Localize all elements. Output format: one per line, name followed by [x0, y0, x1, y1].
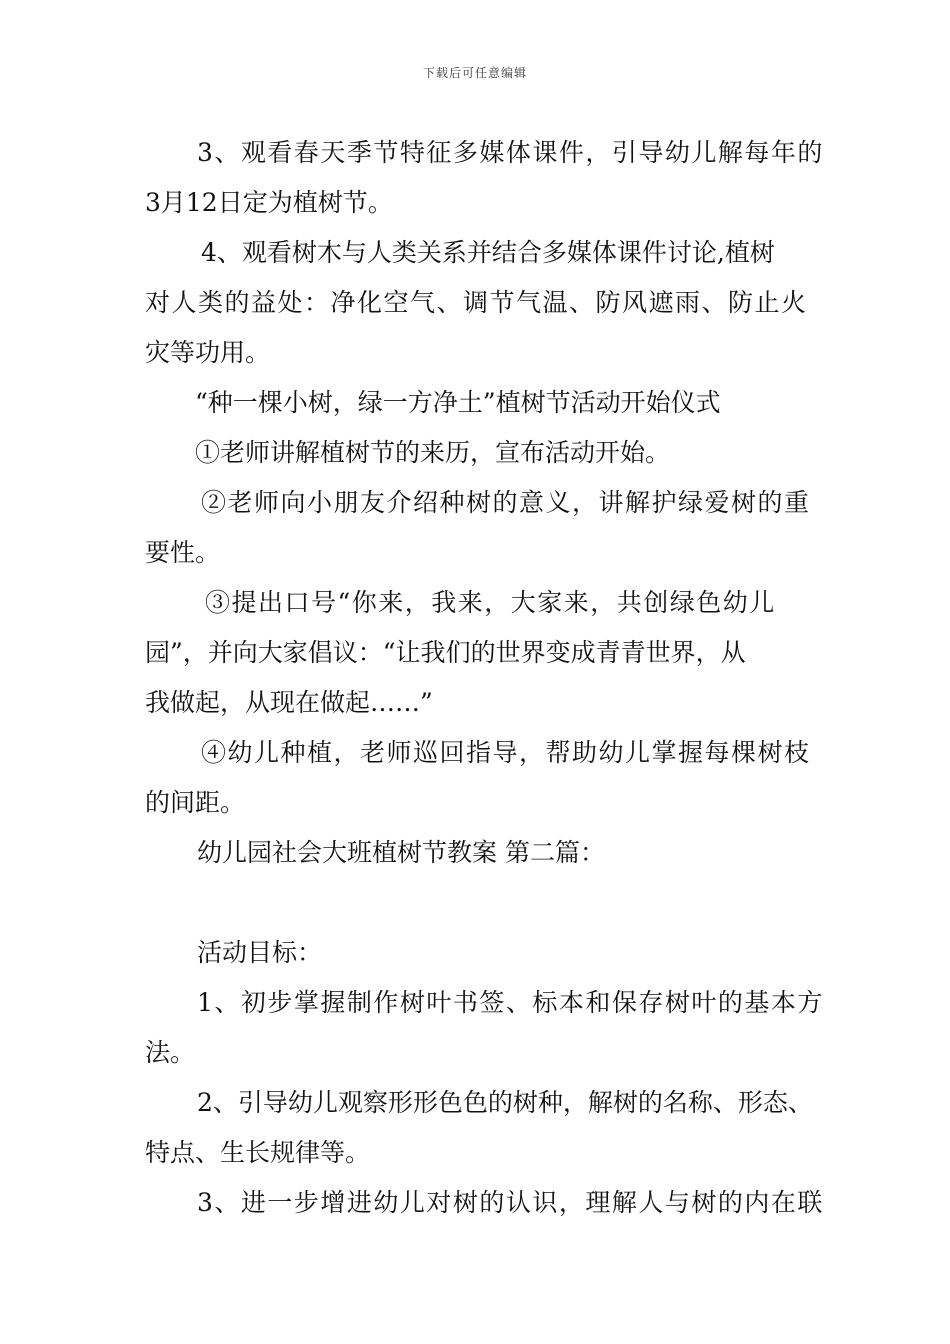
text-line: 活动目标： — [197, 938, 323, 967]
text-line: ②老师向小朋友介绍种树的意义，讲解护绿爱树的重 — [201, 488, 811, 517]
text-line: 1、初步掌握制作树叶书签、标本和保存树叶的基本方 — [197, 988, 824, 1017]
page-header: 下载后可任意编辑 — [422, 66, 527, 80]
goal-item-2 — [145, 1078, 813, 1178]
text-line: 3月12日定为植树节。 — [145, 188, 393, 217]
paragraph-item-3 — [145, 128, 824, 228]
text-line: ③提出口号“你来，我来，大家来，共创绿色幼儿 — [205, 588, 776, 617]
text-line: ④幼儿种植，老师巡回指导，帮助幼儿掌握每棵树枝 — [201, 738, 811, 767]
text-line: “种一棵小树，绿一方净土”植树节活动开始仪式 — [195, 388, 721, 417]
section-heading — [145, 828, 810, 878]
ceremony-title — [145, 378, 810, 428]
text-line: 3、观看春天季节特征多媒体课件，引导幼儿解每年的 — [197, 138, 824, 167]
ceremony-step-1 — [145, 428, 810, 478]
text-line: 特点、生长规律等。 — [145, 1138, 371, 1167]
text-line: 2、引导幼儿观察形形色色的树种，解树的名称、形态、 — [197, 1088, 813, 1117]
text-line: 要性。 — [145, 538, 221, 567]
ceremony-step-2 — [145, 478, 810, 578]
text-line: 3、进一步增进幼儿对树的认识，理解人与树的内在联 — [197, 1188, 824, 1217]
text-line: 的间距。 — [145, 788, 246, 817]
blank-line — [145, 878, 810, 928]
text-line: 幼儿园社会大班植树节教案 第二篇： — [197, 838, 605, 867]
paragraph-item-4 — [145, 228, 810, 378]
text-line: 园”，并向大家倡议：“让我们的世界变成青青世界，从 — [145, 638, 746, 667]
goal-item-1 — [145, 978, 824, 1078]
text-line: ①老师讲解植树节的来历，宣布活动开始。 — [195, 438, 671, 467]
ceremony-step-3 — [145, 578, 810, 728]
text-line: 法。 — [145, 1038, 196, 1067]
goal-item-3 — [145, 1178, 824, 1228]
text-line: 灾等功用。 — [145, 338, 271, 367]
goals-heading — [145, 928, 810, 978]
text-line: 4、观看树木与人类关系并结合多媒体课件讨论,植树 — [201, 238, 775, 267]
ceremony-step-4 — [145, 728, 810, 828]
document-body — [145, 128, 824, 1228]
text-line: 对人类的益处：净化空气、调节气温、防风遮雨、防止火 — [145, 288, 808, 317]
text-line: 我做起，从现在做起……” — [145, 688, 433, 717]
